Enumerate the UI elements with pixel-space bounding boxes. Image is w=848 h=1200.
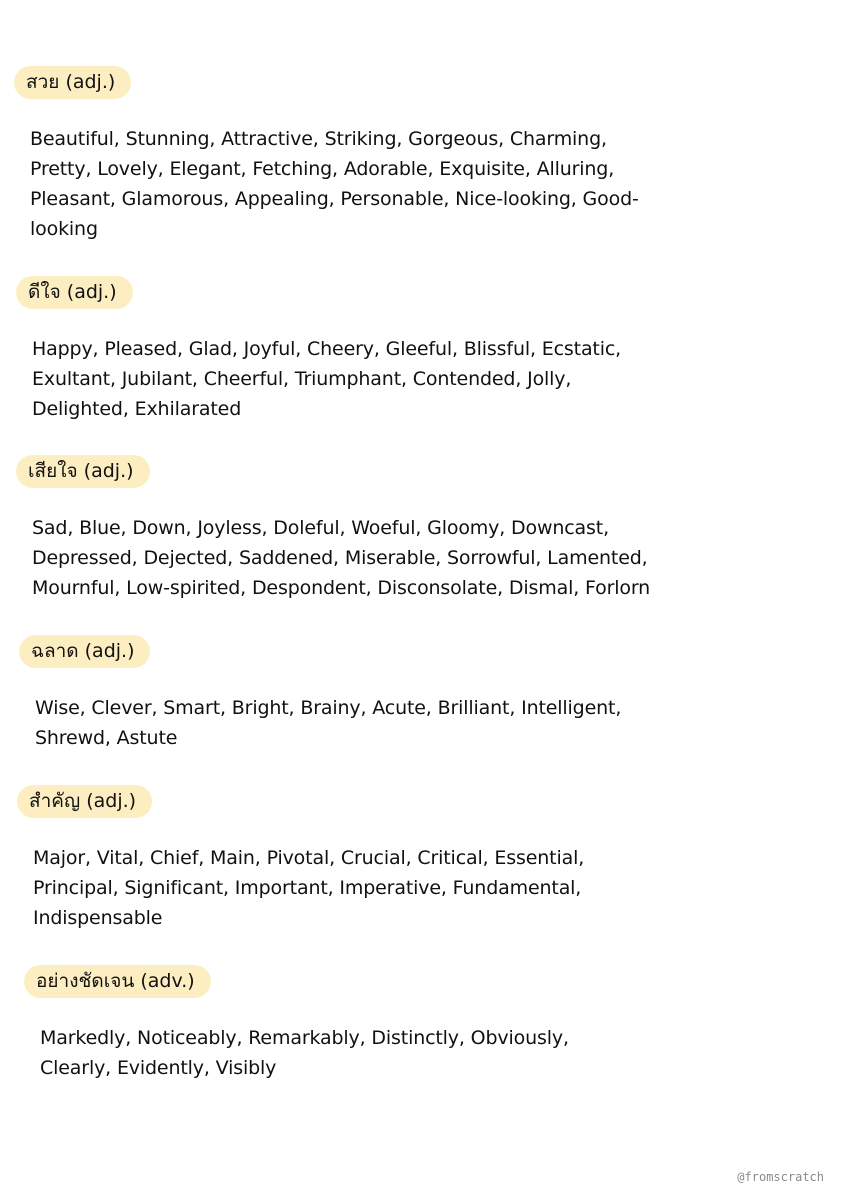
section-heading: เสียใจ (adj.)	[16, 455, 150, 488]
synonym-list: Markedly, Noticeably, Remarkably, Distinctly, Obviously, Clearly, Evidently, Visibly	[40, 1027, 569, 1079]
synonym-list: Wise, Clever, Smart, Bright, Brainy, Acute, Brilliant, Intelligent, Shrewd, Astute	[35, 697, 622, 749]
section-smart	[19, 635, 715, 753]
section-heading: ดีใจ (adj.)	[16, 276, 133, 309]
credit-watermark: @fromscratch	[737, 1170, 824, 1184]
section-sad	[16, 455, 712, 603]
section-happy	[16, 276, 712, 424]
section-beautiful	[14, 66, 710, 244]
synonym-list: Major, Vital, Chief, Main, Pivotal, Crucial, Critical, Essential, Principal, Significant, Important, Imperative, Fundamental, Indispensable	[33, 847, 585, 929]
synonym-list: Beautiful, Stunning, Attractive, Striking, Gorgeous, Charming, Pretty, Lovely, Elegant, Fetching, Adorable, Exquisite, Alluring, Pleasant, Glamorous, Appealing, Personable, Nice-looking, Good- looking	[30, 128, 639, 240]
section-heading: อย่างชัดเจน (adv.)	[24, 965, 211, 998]
section-heading: สวย (adj.)	[14, 66, 131, 99]
synonym-list: Sad, Blue, Down, Joyless, Doleful, Woeful, Gloomy, Downcast, Depressed, Dejected, Saddened, Miserable, Sorrowful, Lamented, Mournful, Low-spirited, Despondent, Disconsolate, Dismal, Forlorn	[32, 517, 651, 599]
section-heading: สำคัญ (adj.)	[17, 785, 152, 818]
section-clearly	[24, 965, 720, 1083]
synonym-list: Happy, Pleased, Glad, Joyful, Cheery, Gleeful, Blissful, Ecstatic, Exultant, Jubilant, Cheerful, Triumphant, Contended, Jolly, Delighted, Exhilarated	[32, 338, 622, 420]
section-heading: ฉลาด (adj.)	[19, 635, 150, 668]
section-important	[17, 785, 713, 933]
